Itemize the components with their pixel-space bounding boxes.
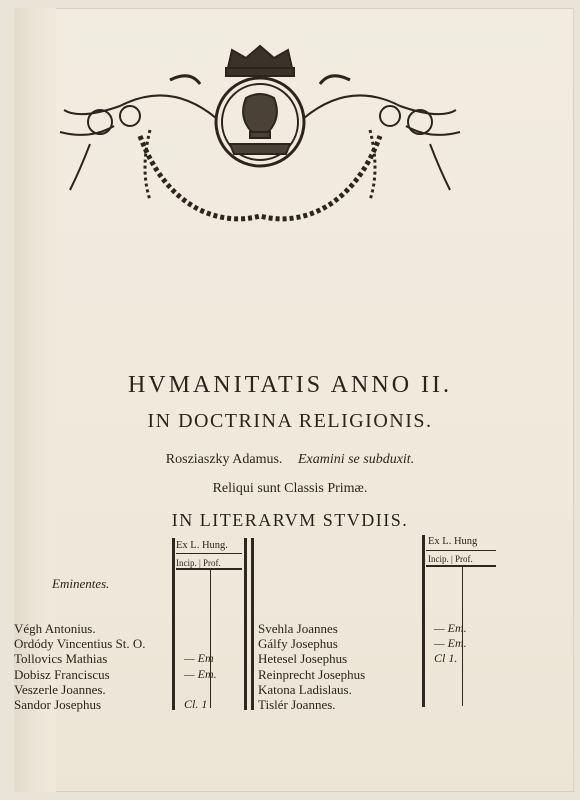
rule-left-header-bottom [176, 568, 242, 570]
left-name-list [14, 621, 146, 712]
mark-item [434, 697, 467, 712]
mark-item [434, 667, 467, 682]
rule-left-outer [172, 538, 175, 710]
mark-item: — Em. [434, 636, 467, 651]
title-humanitatis: HVMANITATIS ANNO II. [127, 372, 453, 398]
list-item: Veszerle Joannes. [14, 681, 106, 697]
list-item: Reinprecht Josephus [258, 666, 366, 682]
header-right-main: Ex L. Hung [428, 536, 478, 547]
rule-left-header [176, 553, 242, 554]
list-item: Gálfy Josephus [258, 636, 338, 652]
list-item: Tislér Joannes. [258, 697, 336, 713]
list-item: Katona Ladislaus. [258, 681, 352, 697]
mark-item [184, 621, 217, 636]
mark-item: — Em. [184, 666, 217, 681]
list-item: Svehla Joannes [258, 621, 338, 636]
header-right-sub: Incip. | Prof. [428, 554, 473, 564]
mark-item: — Em. [434, 621, 467, 635]
rule-center-b [251, 538, 254, 710]
right-mark-list [434, 621, 467, 712]
religion-note [0, 452, 580, 468]
header-left [176, 540, 228, 568]
list-item: Dobisz Franciscus [14, 666, 110, 682]
mark-item [434, 682, 467, 697]
religion-note-name: Rosziaszky Adamus. [165, 452, 283, 467]
header-left-main: Ex L. Hung. [176, 540, 228, 551]
header-left-sub: Incip. | Prof. [176, 558, 221, 568]
category-eminentes: Eminentes. [52, 576, 110, 591]
list-item: Ordódy Vincentius St. O. [14, 636, 146, 652]
reliqui-note: Reliqui sunt Classis Primæ. [212, 481, 368, 496]
title-doctrina-religionis: IN DOCTRINA RELIGIONIS. [147, 410, 433, 432]
rule-right-header [426, 550, 496, 551]
mark-item [184, 682, 217, 697]
mark-item: Cl. 1 [184, 697, 208, 712]
section-title-literarum: IN LITERARVM STVDIIS. [171, 510, 409, 530]
list-item: Tollovics Mathias [14, 651, 108, 667]
rule-right-outer [422, 535, 425, 707]
rule-right-header-bottom [426, 565, 496, 567]
list-item: Hetesel Josephus [258, 651, 348, 667]
religion-note-status: Examini se subduxit. [297, 452, 415, 467]
mark-item [184, 636, 217, 651]
mark-item: — Em [184, 651, 214, 666]
right-name-list [258, 621, 365, 712]
list-item: Végh Antonius. [14, 621, 96, 636]
mark-item: Cl 1. [434, 651, 458, 666]
left-mark-list [184, 621, 217, 712]
list-item: Sandor Josephus [14, 697, 102, 713]
rule-center-a [244, 538, 247, 710]
engraved-ornament-crest [50, 40, 470, 230]
